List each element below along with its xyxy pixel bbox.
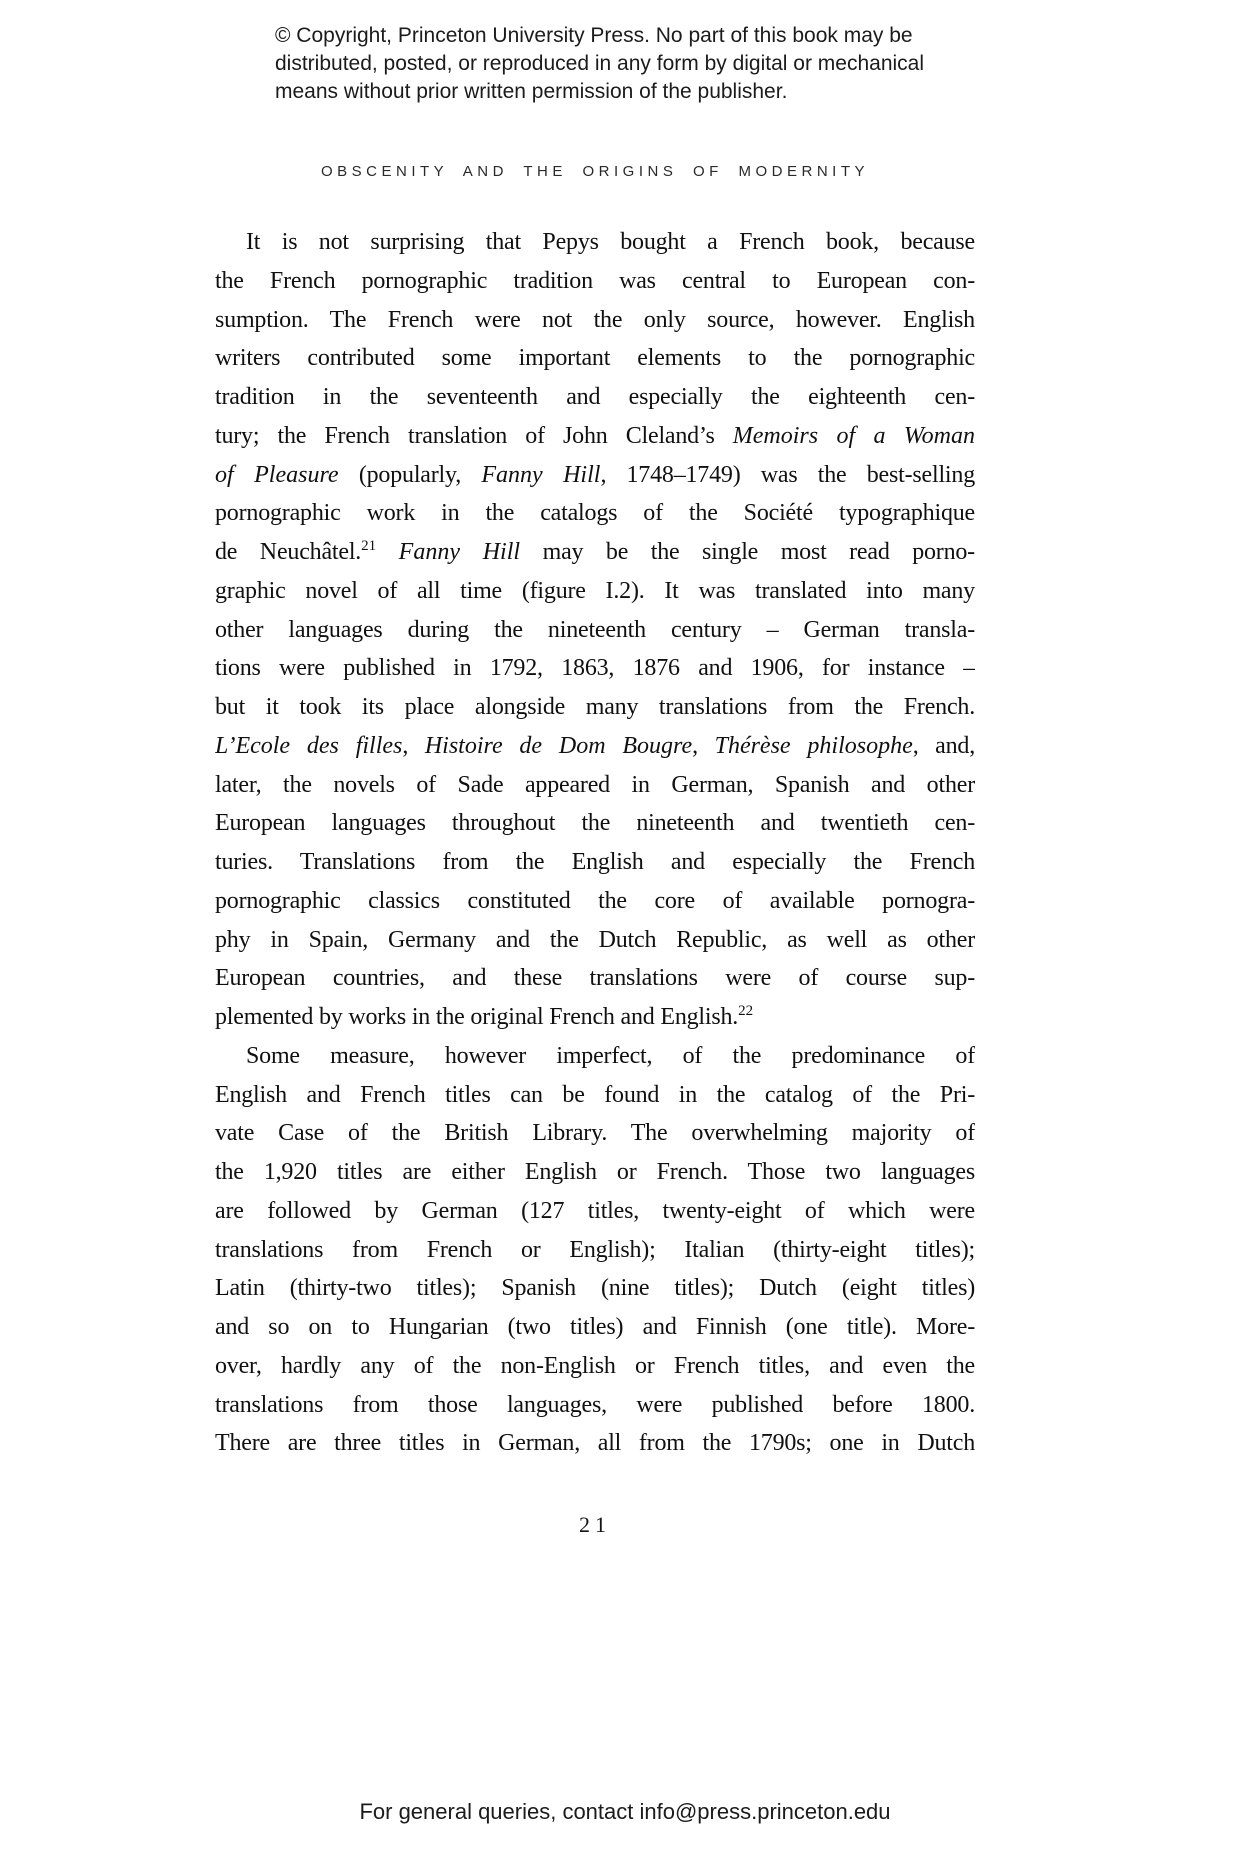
text-segment [376, 539, 399, 565]
text-segment: writers contributed some important elements to the pornographic [215, 345, 975, 372]
footer-contact: For general queries, contact info@press.princeton.edu [359, 1799, 891, 1824]
text-segment: L’Ecole des filles [215, 732, 403, 759]
text-segment: the French pornographic tradition was central to European con- [215, 267, 975, 294]
text-line [215, 1114, 975, 1153]
text-line [215, 1308, 975, 1347]
text-line [215, 1347, 975, 1386]
copyright-line: distributed, posted, or reproduced in any form by digital or mechanical [275, 52, 925, 75]
text-line [215, 417, 975, 456]
text-line [215, 1192, 975, 1231]
text-line [215, 223, 975, 262]
text-line [215, 339, 975, 378]
text-segment: Histoire de Dom Bougre [424, 732, 693, 759]
text-segment: the 1,920 titles are either English or French. Those two languages [215, 1159, 975, 1185]
text-segment: phy in Spain, Germany and the Dutch Republic, as well as other [215, 926, 975, 953]
text-segment: (popularly, [338, 461, 482, 488]
text-segment: but it took its place alongside many translations from the French. [215, 694, 975, 720]
text-line [215, 1386, 975, 1425]
body-text [215, 223, 975, 1463]
text-segment: tradition in the seventeenth and especially the eighteenth cen- [215, 384, 975, 410]
text-segment: tions were published in 1792, 1863, 1876 and 1906, for instance – [215, 655, 975, 682]
copyright-line: means without prior written permission of the publisher. [275, 80, 788, 103]
text-line [215, 649, 975, 688]
text-segment: Thérèse philosophe [714, 732, 913, 759]
running-head: OBSCENITY AND THE ORIGINS OF MODERNITY [321, 163, 869, 180]
copyright-line: © Copyright, Princeton University Press. No part of this book may be [275, 24, 913, 47]
text-line [215, 572, 975, 611]
text-line [215, 262, 975, 301]
text-segment: vate Case of the British Library. The overwhelming majority of [215, 1120, 975, 1147]
text-segment: tury; the French translation of John Cleland’s [215, 422, 733, 449]
text-segment: , and, [912, 732, 975, 759]
text-segment: There are three titles in German, all from the 1790s; one in Dutch [215, 1430, 975, 1457]
text-line [215, 1076, 975, 1115]
text-line [215, 766, 975, 805]
text-segment: , [692, 732, 715, 759]
footnote-reference: 22 [738, 1003, 754, 1019]
text-segment: sumption. The French were not the only source, however. English [215, 306, 975, 333]
text-line [215, 494, 975, 533]
text-segment: other languages during the nineteenth century – German transla- [215, 616, 975, 643]
text-segment: English and French titles can be found in the catalog of the Pri- [215, 1081, 975, 1108]
text-segment: translations from French or English); Italian (thirty-eight titles); [215, 1236, 975, 1263]
text-segment: , [402, 732, 425, 759]
text-line [215, 998, 975, 1037]
text-segment: Fanny Hill [398, 539, 521, 565]
text-line [215, 1424, 975, 1463]
text-segment: translations from those languages, were published before 1800. [215, 1391, 975, 1418]
text-line [215, 727, 975, 766]
text-segment: It is not surprising that Pepys bought a French book, because [246, 229, 975, 255]
text-segment: of Pleasure [215, 461, 339, 488]
text-segment: plemented by works in the original French and English. [215, 1004, 739, 1030]
text-line [215, 1153, 975, 1192]
text-segment: over, hardly any of the non-English or French titles, and even the [215, 1352, 975, 1379]
text-segment: Fanny Hill [481, 461, 601, 488]
text-segment: later, the novels of Sade appeared in German, Spanish and other [215, 771, 975, 798]
text-line [215, 1037, 975, 1076]
text-line [215, 1231, 975, 1270]
text-segment: are followed by German (127 titles, twenty-eight of which were [215, 1197, 975, 1224]
text-line [215, 456, 975, 495]
text-line [215, 688, 975, 727]
text-segment: graphic novel of all time (figure I.2). It was translated into many [215, 577, 975, 604]
text-segment: pornographic work in the catalogs of the Société typographique [215, 500, 975, 527]
text-line [215, 378, 975, 417]
text-line [215, 301, 975, 340]
text-segment: and so on to Hungarian (two titles) and Finnish (one title). More- [215, 1314, 975, 1340]
text-line [215, 1269, 975, 1308]
page-number: 21 [579, 1512, 611, 1537]
footnote-reference: 21 [361, 538, 377, 554]
text-segment: Some measure, however imperfect, of the predominance of [246, 1042, 975, 1069]
text-segment: Latin (thirty-two titles); Spanish (nine titles); Dutch (eight titles) [215, 1275, 975, 1302]
text-segment: , 1748–1749) was the best-selling [600, 461, 975, 488]
text-line [215, 882, 975, 921]
copyright-notice [275, 22, 924, 106]
text-segment: turies. Translations from the English and especially the French [215, 849, 975, 875]
text-segment: pornographic classics constituted the core of available pornogra- [215, 887, 975, 914]
text-line [215, 921, 975, 960]
text-segment: de Neuchâtel. [215, 539, 362, 565]
text-line [215, 843, 975, 882]
text-line [215, 804, 975, 843]
text-segment: may be the single most read porno- [520, 539, 975, 565]
text-segment: European countries, and these translations were of course sup- [215, 965, 975, 992]
text-segment: European languages throughout the nineteenth and twentieth cen- [215, 810, 975, 837]
text-segment: Memoirs of a Woman [732, 422, 975, 449]
text-line [215, 959, 975, 998]
text-line [215, 533, 975, 572]
text-line [215, 611, 975, 650]
